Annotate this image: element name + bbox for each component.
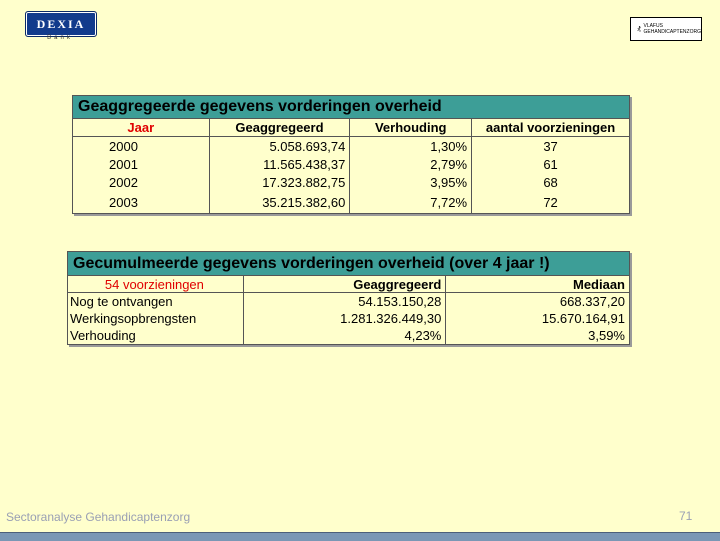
cell-count: 61 [472, 155, 630, 173]
vlafus-logo-line2: GEHANDICAPTENZORG [643, 29, 701, 35]
table-row [68, 310, 630, 327]
footer-title: Sectoranalyse Gehandicaptenzorg [6, 510, 191, 524]
cell-label: Werkingsopbrengsten [68, 310, 244, 327]
cumulative-table-title: Gecumulmeerde gegevens vorderingen overheid (over 4 jaar !) [68, 252, 630, 276]
table-row [73, 173, 630, 191]
table-row [68, 293, 630, 311]
cell-ratio: 2,79% [350, 155, 472, 173]
page-number: 71 [679, 509, 693, 523]
cell-count: 72 [472, 191, 630, 214]
aggregated-table-header [73, 119, 630, 137]
header-aantal-voorzieningen: aantal voorzieningen [472, 119, 630, 137]
running-figure-icon [637, 19, 641, 39]
cell-count: 68 [472, 173, 630, 191]
cell-aggregated: 11.565.438,37 [209, 155, 350, 173]
header-geaggregeerd: Geaggregeerd [209, 119, 350, 137]
table-row [73, 155, 630, 173]
header-mediaan: Mediaan [446, 276, 630, 293]
table-row [73, 191, 630, 214]
cell-aggregated: 5.058.693,74 [209, 137, 350, 156]
cell-count: 37 [472, 137, 630, 156]
aggregated-table-title-row [73, 96, 630, 119]
cell-label: Nog te ontvangen [68, 293, 244, 311]
cell-ratio: 7,72% [350, 191, 472, 214]
cell-median: 3,59% [446, 327, 630, 345]
cell-year: 2003 [73, 191, 210, 214]
cell-aggregated: 54.153.150,28 [243, 293, 446, 311]
cumulative-table [67, 251, 630, 345]
cumulative-table-title-row [68, 252, 630, 276]
aggregated-table [72, 95, 630, 214]
cell-aggregated: 4,23% [243, 327, 446, 345]
cell-median: 15.670.164,91 [446, 310, 630, 327]
cell-aggregated: 17.323.882,75 [209, 173, 350, 191]
cell-year: 2000 [73, 137, 210, 156]
header-geaggregeerd: Geaggregeerd [243, 276, 446, 293]
cell-median: 668.337,20 [446, 293, 630, 311]
dexia-logo-text: DEXIA [36, 16, 86, 31]
header-verhouding: Verhouding [350, 119, 472, 137]
cell-year: 2001 [73, 155, 210, 173]
cumulative-table-header [68, 276, 630, 293]
cell-aggregated: 1.281.326.449,30 [243, 310, 446, 327]
dexia-logo [25, 11, 97, 37]
cell-aggregated: 35.215.382,60 [209, 191, 350, 214]
table-row [73, 137, 630, 156]
header-54-voorzieningen: 54 voorzieningen [68, 276, 244, 293]
vlafus-logo [630, 17, 702, 41]
aggregated-table-title: Geaggregeerde gegevens vorderingen overheid [73, 96, 630, 119]
cell-ratio: 3,95% [350, 173, 472, 191]
vlafus-logo-text [643, 23, 701, 35]
table-row [68, 327, 630, 345]
vlafus-logo-line1: VLAFUS [643, 23, 663, 29]
dexia-logo-subtitle: Bank [47, 35, 73, 41]
cell-label: Verhouding [68, 327, 244, 345]
cell-year: 2002 [73, 173, 210, 191]
cell-ratio: 1,30% [350, 137, 472, 156]
header-jaar: Jaar [73, 119, 210, 137]
